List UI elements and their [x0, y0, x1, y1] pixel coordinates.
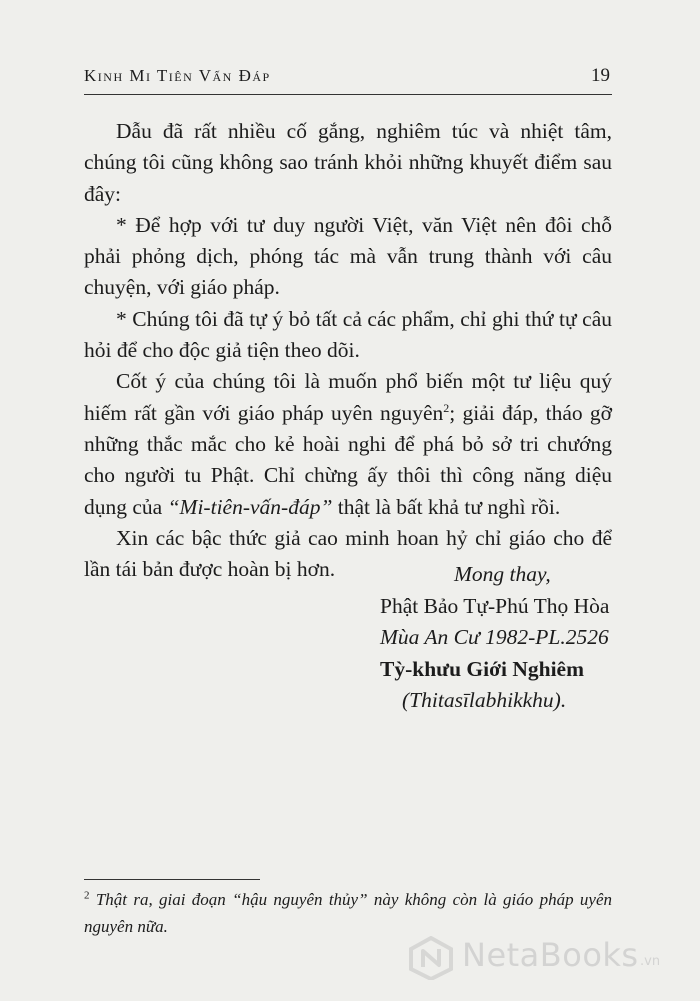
page-number: 19	[591, 65, 610, 86]
signature-place: Phật Bảo Tự-Phú Thọ Hòa	[380, 593, 610, 618]
footnote-reference: 2	[443, 400, 450, 415]
book-title-quote: “Mi-tiên-vấn-đáp”	[167, 494, 333, 519]
watermark-suffix: .vn	[640, 954, 661, 969]
footnote-divider	[84, 879, 260, 880]
watermark	[408, 934, 688, 982]
signature-block	[380, 559, 640, 717]
running-title: Kinh Mi Tiên Vấn Đáp	[84, 66, 271, 85]
watermark-brand: NetaBooks	[462, 936, 639, 974]
author-pali-name: (Thitasīlabhikkhu).	[402, 688, 567, 712]
paragraph-1: Dẫu đã rất nhiều cố gắng, nghiêm túc và nhiệt tâm, chúng tôi cũng không sao tránh khỏi những khuyết điểm sau đây:	[84, 119, 612, 206]
paragraph-5: Xin các bậc thức giả cao minh hoan hỷ chỉ giáo cho để lần tái bản được hoàn bị hơn.	[84, 525, 612, 582]
paragraph-4-start: Cốt ý của chúng tôi là muốn phổ biến một tư liệu quý hiếm rất gần với giáo pháp uyên nguyên	[84, 369, 612, 425]
signature-date: Mùa An Cư 1982-PL.2526	[380, 625, 609, 649]
paragraph-4-middle: ; giải đáp, tháo gỡ những thắc mắc cho kẻ hoài nghi để phá bỏ sở tri chướng cho người tu Phật. Chỉ chừng ấy thôi thì công năng diệu dụng của	[84, 400, 612, 519]
footnote-text: Thật ra, giai đoạn “hậu nguyên thủy” này không còn là giáo pháp uyên nguyên nữa.	[84, 890, 612, 936]
valediction: Mong thay,	[454, 562, 551, 586]
footnote-number: 2	[84, 889, 90, 902]
paragraph-2: * Để hợp với tư duy người Việt, văn Việt nên đôi chỗ phải phỏng dịch, phóng tác mà vẫn trung thành với câu chuyện, với giáo pháp.	[84, 212, 612, 300]
page-header	[84, 64, 612, 95]
netabooks-logo-icon	[408, 936, 454, 980]
paragraph-4	[84, 366, 612, 522]
body-text	[84, 116, 612, 585]
paragraph-3: * Chúng tôi đã tự ý bỏ tất cả các phẩm, chỉ ghi thứ tự câu hỏi để cho độc giả tiện theo dõi.	[84, 306, 612, 363]
author-name: Tỳ-khưu Giới Nghiêm	[380, 656, 585, 681]
paragraph-4-end: thật là bất khả tư nghì rồi.	[332, 494, 561, 519]
footnote	[84, 886, 612, 940]
